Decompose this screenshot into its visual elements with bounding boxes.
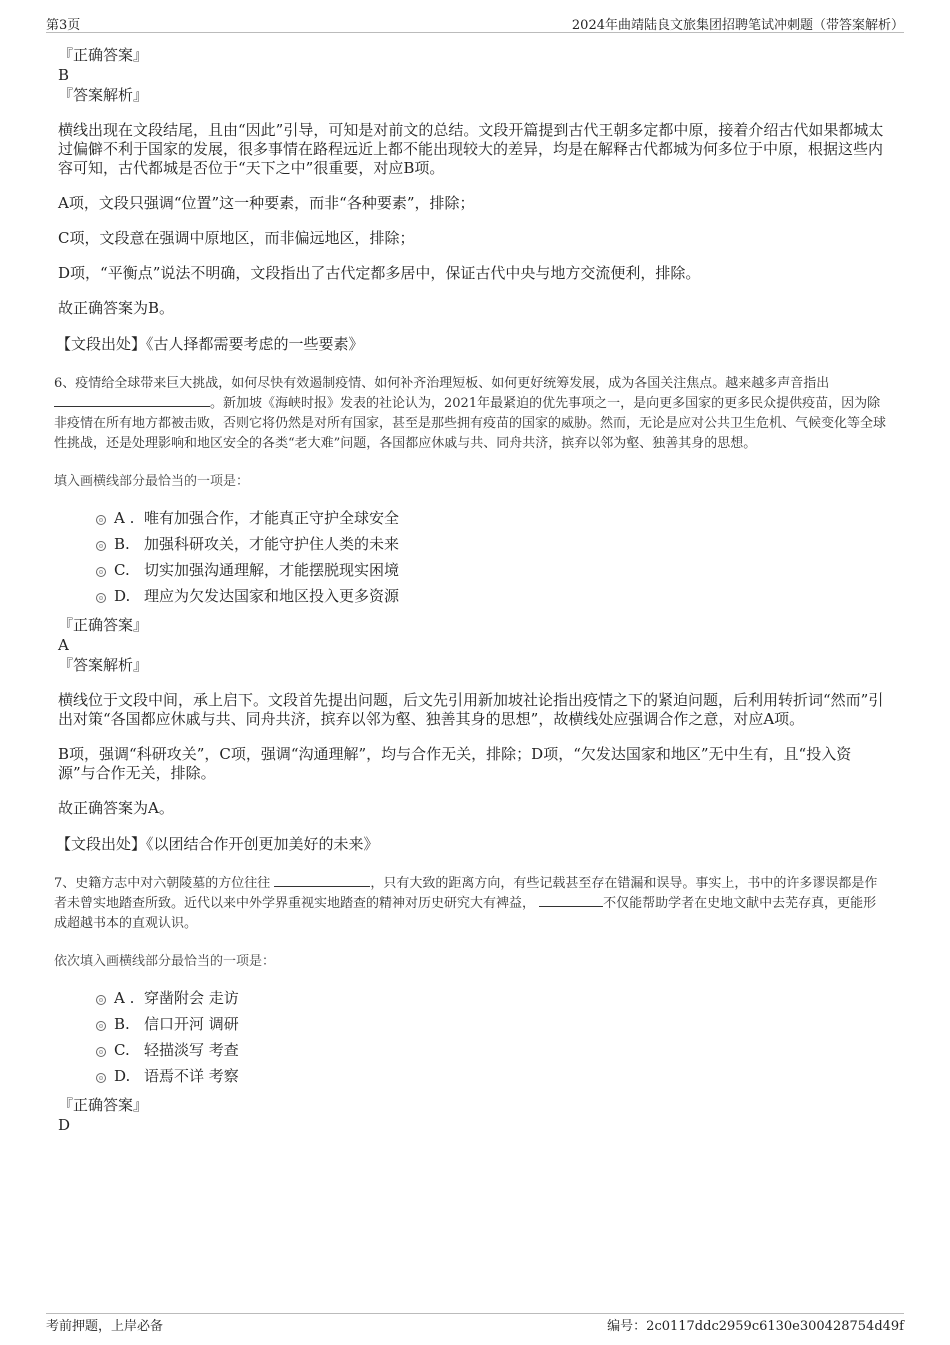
option-letter: D.: [114, 1067, 131, 1085]
question-text: ，只有大致的距离方向，有些记载甚至存在错漏和误导。事实上，书中的许多谬误都是作者未曾实地踏查所致。近代以来中外学界重视实地踏查的精神对历史研究大有裨益，: [54, 876, 878, 911]
option-letter: B.: [114, 1015, 130, 1033]
question-prompt: 依次填入画横线部分最恰当的一项是：: [54, 954, 276, 969]
answer-blank: [539, 894, 603, 907]
question-text: 不仅能帮助学者在史地文献中去芜存真，更能形成超越书本的直观认识。: [54, 896, 877, 931]
option-text: 加强科研攻关，才能守护住人类的未来: [144, 535, 400, 553]
source-citation: 【文段出处】《以团结合作开创更加美好的未来》: [56, 835, 379, 853]
answer-value: A: [58, 636, 69, 654]
answer-label: 『正确答案』: [58, 616, 149, 634]
radio-icon[interactable]: [96, 567, 106, 577]
option-d[interactable]: [96, 583, 886, 609]
option-text: 切实加强沟通理解，才能摆脱现实困境: [144, 561, 400, 579]
page-header: [46, 14, 904, 33]
document-body: [54, 45, 886, 1135]
option-letter: A .: [114, 989, 135, 1007]
analysis-paragraph: 横线位于文段中间，承上启下。文段首先提出问题，后文先引用新加坡社论指出疫情之下的紧迫问题，后利用转折词“然而”引出对策“各国都应休戚与共、同舟共济，摈弃以邻为壑、独善其身的思想”，故横线处应强调合作之意，对应A项。: [58, 691, 884, 728]
analysis-paragraph: B项，强调“科研攻关”，C项，强调“沟通理解”，均与合作无关，排除；D项，“欠发达国家和地区”无中生有，且“投入资源”与合作无关，排除。: [58, 745, 852, 782]
radio-icon[interactable]: [96, 593, 106, 603]
radio-icon[interactable]: [96, 1047, 106, 1057]
option-c[interactable]: [96, 557, 886, 583]
question-7: [54, 874, 886, 934]
source-citation: 【文段出处】《古人择都需要考虑的一些要素》: [56, 335, 364, 353]
option-a[interactable]: [96, 985, 886, 1011]
radio-icon[interactable]: [96, 1021, 106, 1031]
answer-blank: [54, 394, 210, 407]
analysis-paragraph: C项，文段意在强调中原地区，而非偏远地区，排除；: [58, 229, 415, 247]
option-letter: C.: [114, 561, 130, 579]
radio-icon[interactable]: [96, 1073, 106, 1083]
option-letter: C.: [114, 1041, 130, 1059]
analysis-paragraph: 故正确答案为B。: [58, 299, 175, 317]
answer-value: D: [58, 1116, 71, 1134]
page-number: 第3页: [46, 18, 81, 33]
analysis-label: 『答案解析』: [58, 86, 149, 104]
option-letter: B.: [114, 535, 130, 553]
answer-label: 『正确答案』: [58, 46, 149, 64]
option-letter: A .: [114, 509, 135, 527]
analysis-paragraph: 故正确答案为A。: [58, 799, 174, 817]
question-prompt: 填入画横线部分最恰当的一项是：: [54, 474, 250, 489]
answer-label: 『正确答案』: [58, 1096, 149, 1114]
option-text: 穿凿附会 走访: [144, 989, 239, 1007]
option-b[interactable]: [96, 531, 886, 557]
answer-blank: [274, 874, 370, 887]
analysis-paragraph: 横线出现在文段结尾，且由“因此”引导，可知是对前文的总结。文段开篇提到古代王朝多定都中原，接着介绍古代如果都城太过偏僻不利于国家的发展，很多事情在路程远近上都不能出现较大的差异，均是在解释古代都城为何多位于中原，根据这些内容可知，古代都城是否位于“天下之中”很重要，对应B项。: [58, 121, 884, 177]
answer-value: B: [58, 66, 70, 84]
option-text: 唯有加强合作，才能真正守护全球安全: [144, 509, 400, 527]
question-text: 。新加坡《海峡时报》发表的社论认为，2021年最紧迫的优先事项之一，是向更多国家的更多民众提供疫苗，因为除非疫情在所有地方都被击败，否则它将仍然是对所有国家，甚至是那些拥有疫苗的国家的威胁。然而，无论是应对公共卫生危机、气候变化等全球性挑战，还是处理影响和地区安全的各类“老大难”问题，各国都应休戚与共、同舟共济，摈弃以邻为壑、独善其身的思想。: [54, 396, 887, 451]
document-code: 编号：2c0117ddc2959c6130e300428754d49f: [607, 1319, 904, 1334]
radio-icon[interactable]: [96, 541, 106, 551]
option-text: 轻描淡写 考查: [144, 1041, 239, 1059]
radio-icon[interactable]: [96, 515, 106, 525]
analysis-paragraph: D项，“平衡点”说法不明确，文段指出了古代定都多居中，保证古代中央与地方交流便利，排除。: [58, 264, 701, 282]
option-letter: D.: [114, 587, 131, 605]
footer-slogan: 考前押题，上岸必备: [46, 1319, 164, 1334]
analysis-paragraph: A项，文段只强调“位置”这一种要素，而非“各种要素”，排除；: [58, 194, 475, 212]
question-6: [54, 374, 886, 454]
question-text: 7、史籍方志中对六朝陵墓的方位往往: [54, 876, 271, 891]
page-footer: [46, 1313, 904, 1336]
option-a[interactable]: [96, 505, 886, 531]
option-b[interactable]: [96, 1011, 886, 1037]
radio-icon[interactable]: [96, 995, 106, 1005]
option-d[interactable]: [96, 1063, 886, 1089]
option-text: 信口开河 调研: [144, 1015, 239, 1033]
options-list: [96, 505, 886, 609]
option-c[interactable]: [96, 1037, 886, 1063]
option-text: 理应为欠发达国家和地区投入更多资源: [144, 587, 400, 605]
option-text: 语焉不详 考察: [144, 1067, 239, 1085]
analysis-label: 『答案解析』: [58, 656, 149, 674]
question-text: 6、疫情给全球带来巨大挑战，如何尽快有效遏制疫情、如何补齐治理短板、如何更好统筹发展，成为各国关注焦点。越来越多声音指出: [54, 376, 830, 391]
options-list: [96, 985, 886, 1089]
document-title: 2024年曲靖陆良文旅集团招聘笔试冲刺题（带答案解析）: [571, 18, 904, 33]
